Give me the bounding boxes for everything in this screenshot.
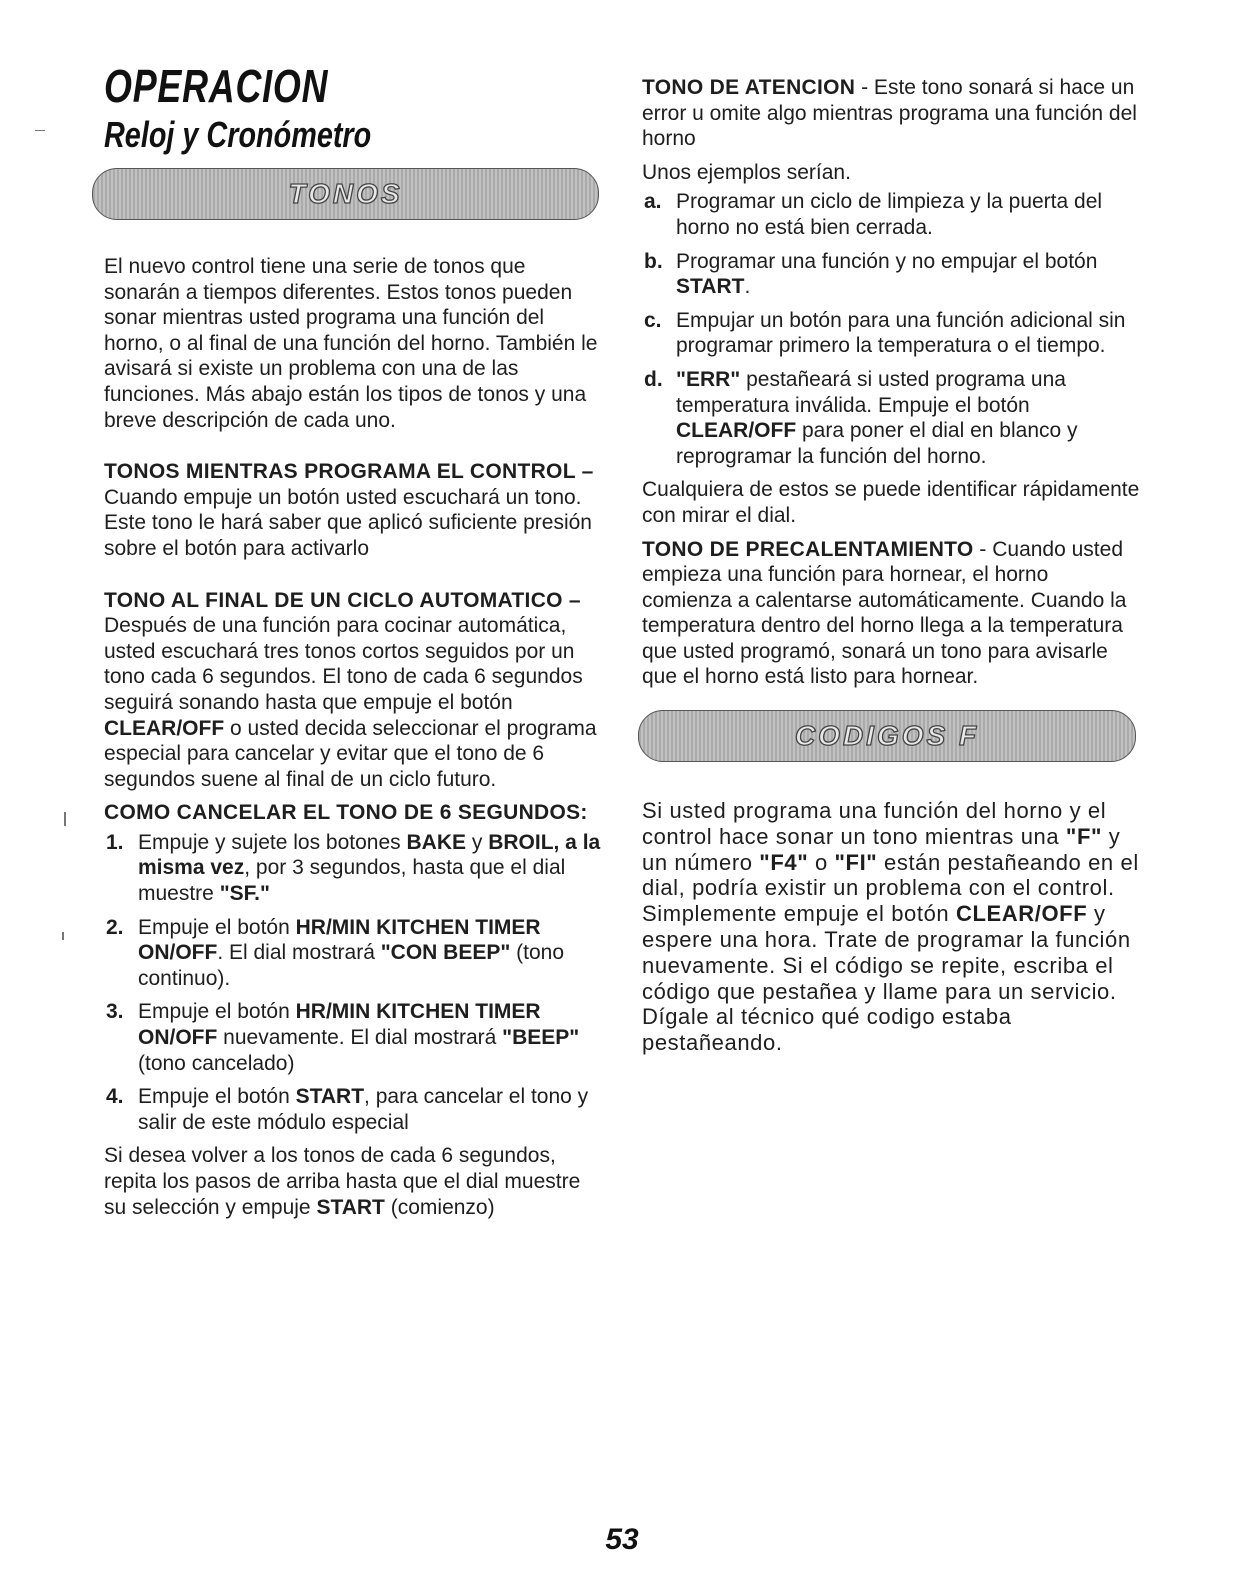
end-cycle-text: Después de una función para cocinar automática, usted escuchará tres tonos cortos seguidos por un tono cada 6 segundos. El tono de cada 6 segundos seguirá sonando hasta que empuje el botón: [104, 614, 583, 714]
step-text: Empuje el botón: [138, 915, 296, 939]
list-item: [104, 915, 604, 992]
key-name: BAKE: [406, 830, 467, 854]
example-text: .: [744, 275, 751, 299]
step-number: 1.: [106, 830, 124, 854]
preheat-text: - Cuando usted empieza una función para hornear, el horno comienza a calentarse automáticamente. Cuando la temperatura dentro del horno llega a la temperatura que usted programó, sonará un tono para avisarle que el horno está listo para hornear.: [642, 537, 1127, 689]
end-cycle-text-2: o usted decida seleccionar el programa especial para cancelar y evitar que el tono de 6 segundos suene al final de un ciclo futuro.: [104, 716, 597, 791]
end-cycle-paragraph: [104, 588, 604, 793]
start-key: START: [316, 1195, 385, 1219]
page-number: 53: [605, 1523, 639, 1556]
right-column: [642, 75, 1142, 1064]
display-value: "F": [1065, 823, 1103, 849]
example-text: para poner el dial en blanco y reprogramar la función del horno.: [676, 419, 1078, 468]
programming-tones-label: TONOS MIENTRAS PROGRAMA EL CONTROL –: [104, 460, 594, 484]
step-text: (tono continuo).: [138, 941, 565, 990]
display-value: "SF.": [219, 882, 270, 906]
f-codes-text: están pestañeando en el dial, podría existir un problema con el control. Simplemente empuje el botón: [642, 849, 1139, 927]
list-item: [104, 830, 604, 907]
display-value: "F4": [759, 849, 809, 875]
identify-paragraph: Cualquiera de estos se puede identificar rápidamente con mirar el dial.: [642, 478, 1140, 527]
step-number: 2.: [106, 915, 124, 939]
clear-off-key: CLEAR/OFF: [104, 716, 225, 740]
f-codes-banner: [638, 710, 1136, 762]
f-codes-text: y un número: [642, 823, 1121, 875]
step-text: Empuje el botón: [138, 1000, 296, 1024]
restore-text: Si desea volver a los tonos de cada 6 segundos, repita los pasos de arriba hasta que el dial muestre su selección y empuje: [104, 1144, 581, 1219]
step-text: y: [466, 830, 489, 854]
display-value: "ERR": [676, 367, 741, 391]
example-text: Empujar un botón para una función adicional sin programar primero la temperatura o el tiempo.: [676, 308, 1126, 358]
restore-tail: (comienzo): [390, 1195, 495, 1219]
list-item: [104, 1084, 604, 1135]
margin-mark: [64, 812, 66, 826]
attention-label: TONO DE ATENCION: [642, 76, 856, 99]
step-text: (tono cancelado): [138, 1051, 295, 1075]
example-text: Programar una función y no empujar el botón: [676, 249, 1098, 273]
list-item: [642, 249, 1142, 300]
programming-tones-text: Cuando empuje un botón usted escuchará un tono. Este tono le hará saber que aplicó suficiente presión sobre el botón para activarlo: [104, 485, 592, 560]
key-name: CLEAR/OFF: [955, 901, 1088, 927]
list-item: [642, 367, 1142, 469]
display-value: "FI": [834, 849, 878, 875]
page-header: [104, 58, 624, 156]
key-name: BROIL, a la misma vez: [138, 830, 601, 880]
attention-paragraph: [642, 75, 1142, 152]
example-marker: a.: [644, 190, 662, 214]
step-text: . El dial mostrará: [217, 941, 381, 965]
end-cycle-label: TONO AL FINAL DE UN CICLO AUTOMATICO –: [104, 588, 581, 612]
tones-banner-label: TONOS: [288, 178, 403, 210]
page-subtitle: Reloj y Cronómetro: [104, 114, 372, 155]
f-codes-text: y espere una hora. Trate de programar la función nuevamente. Si el código se repite, escriba el código que pestañea y llame para un servicio. Dígale al técnico qué codigo estaba pestañeando.: [642, 901, 1131, 1056]
preheat-paragraph: [642, 537, 1142, 691]
attention-text: - Este tono sonará si hace un error u omite algo mientras programa una función del horno: [642, 76, 1137, 151]
example-text: pestañeará si usted programa una temperatura inválida. Empuje el botón: [676, 367, 1066, 417]
cancel-heading: COMO CANCELAR EL TONO DE 6 SEGUNDOS:: [104, 801, 588, 825]
left-column: [104, 168, 604, 1228]
key-name: START: [676, 275, 745, 299]
list-item: [642, 308, 1142, 359]
page-title: OPERACION: [104, 60, 329, 112]
list-item: [104, 999, 604, 1076]
f-codes-banner-label: CODIGOS F: [794, 720, 980, 752]
example-marker: d.: [644, 367, 663, 391]
step-number: 3.: [106, 1000, 124, 1024]
example-marker: b.: [644, 249, 663, 273]
f-codes-paragraph: [642, 798, 1142, 1056]
display-value: "BEEP": [502, 1026, 580, 1050]
programming-tones-paragraph: [104, 459, 604, 561]
tones-intro: El nuevo control tiene una serie de tonos que sonarán a tiempos diferentes. Estos tonos pueden sonar mientras usted programa una función del horno, o al final de una función del horno. También le avisará si existe un problema con una de las funciones. Más abajo están los tipos de tonos y una breve descripción de cada uno.: [104, 255, 598, 432]
step-text: nuevamente. El dial mostrará: [217, 1026, 503, 1050]
key-name: HR/MIN KITCHEN TIMER ON/OFF: [138, 1000, 541, 1050]
cancel-steps: [104, 830, 604, 1136]
step-number: 4.: [106, 1085, 124, 1109]
examples-intro: Unos ejemplos serían.: [642, 160, 851, 184]
display-value: "CON BEEP": [380, 941, 511, 965]
f-codes-text: o: [808, 849, 835, 875]
key-name: CLEAR/OFF: [676, 419, 797, 443]
margin-mark: [35, 130, 45, 131]
example-marker: c.: [644, 308, 662, 332]
margin-mark: [62, 932, 64, 940]
restore-tones-paragraph: [104, 1143, 604, 1220]
key-name: START: [295, 1085, 365, 1109]
list-item: [642, 189, 1142, 240]
step-text: Empuje y sujete los botones: [138, 830, 407, 854]
preheat-label: TONO DE PRECALENTAMIENTO: [642, 537, 974, 561]
examples-list: [642, 189, 1142, 469]
f-codes-text: Si usted programa una función del horno y el control hace sonar un tono mientras una: [642, 798, 1107, 849]
step-text: , para cancelar el tono y salir de este módulo especial: [138, 1085, 589, 1134]
step-text: Empuje el botón: [138, 1085, 296, 1109]
example-text: Programar un ciclo de limpieza y la puerta del horno no está bien cerrada.: [676, 190, 1103, 239]
key-name: HR/MIN KITCHEN TIMER ON/OFF: [138, 915, 541, 965]
tones-banner: [92, 168, 599, 220]
step-text: , por 3 segundos, hasta que el dial muestre: [138, 856, 566, 906]
